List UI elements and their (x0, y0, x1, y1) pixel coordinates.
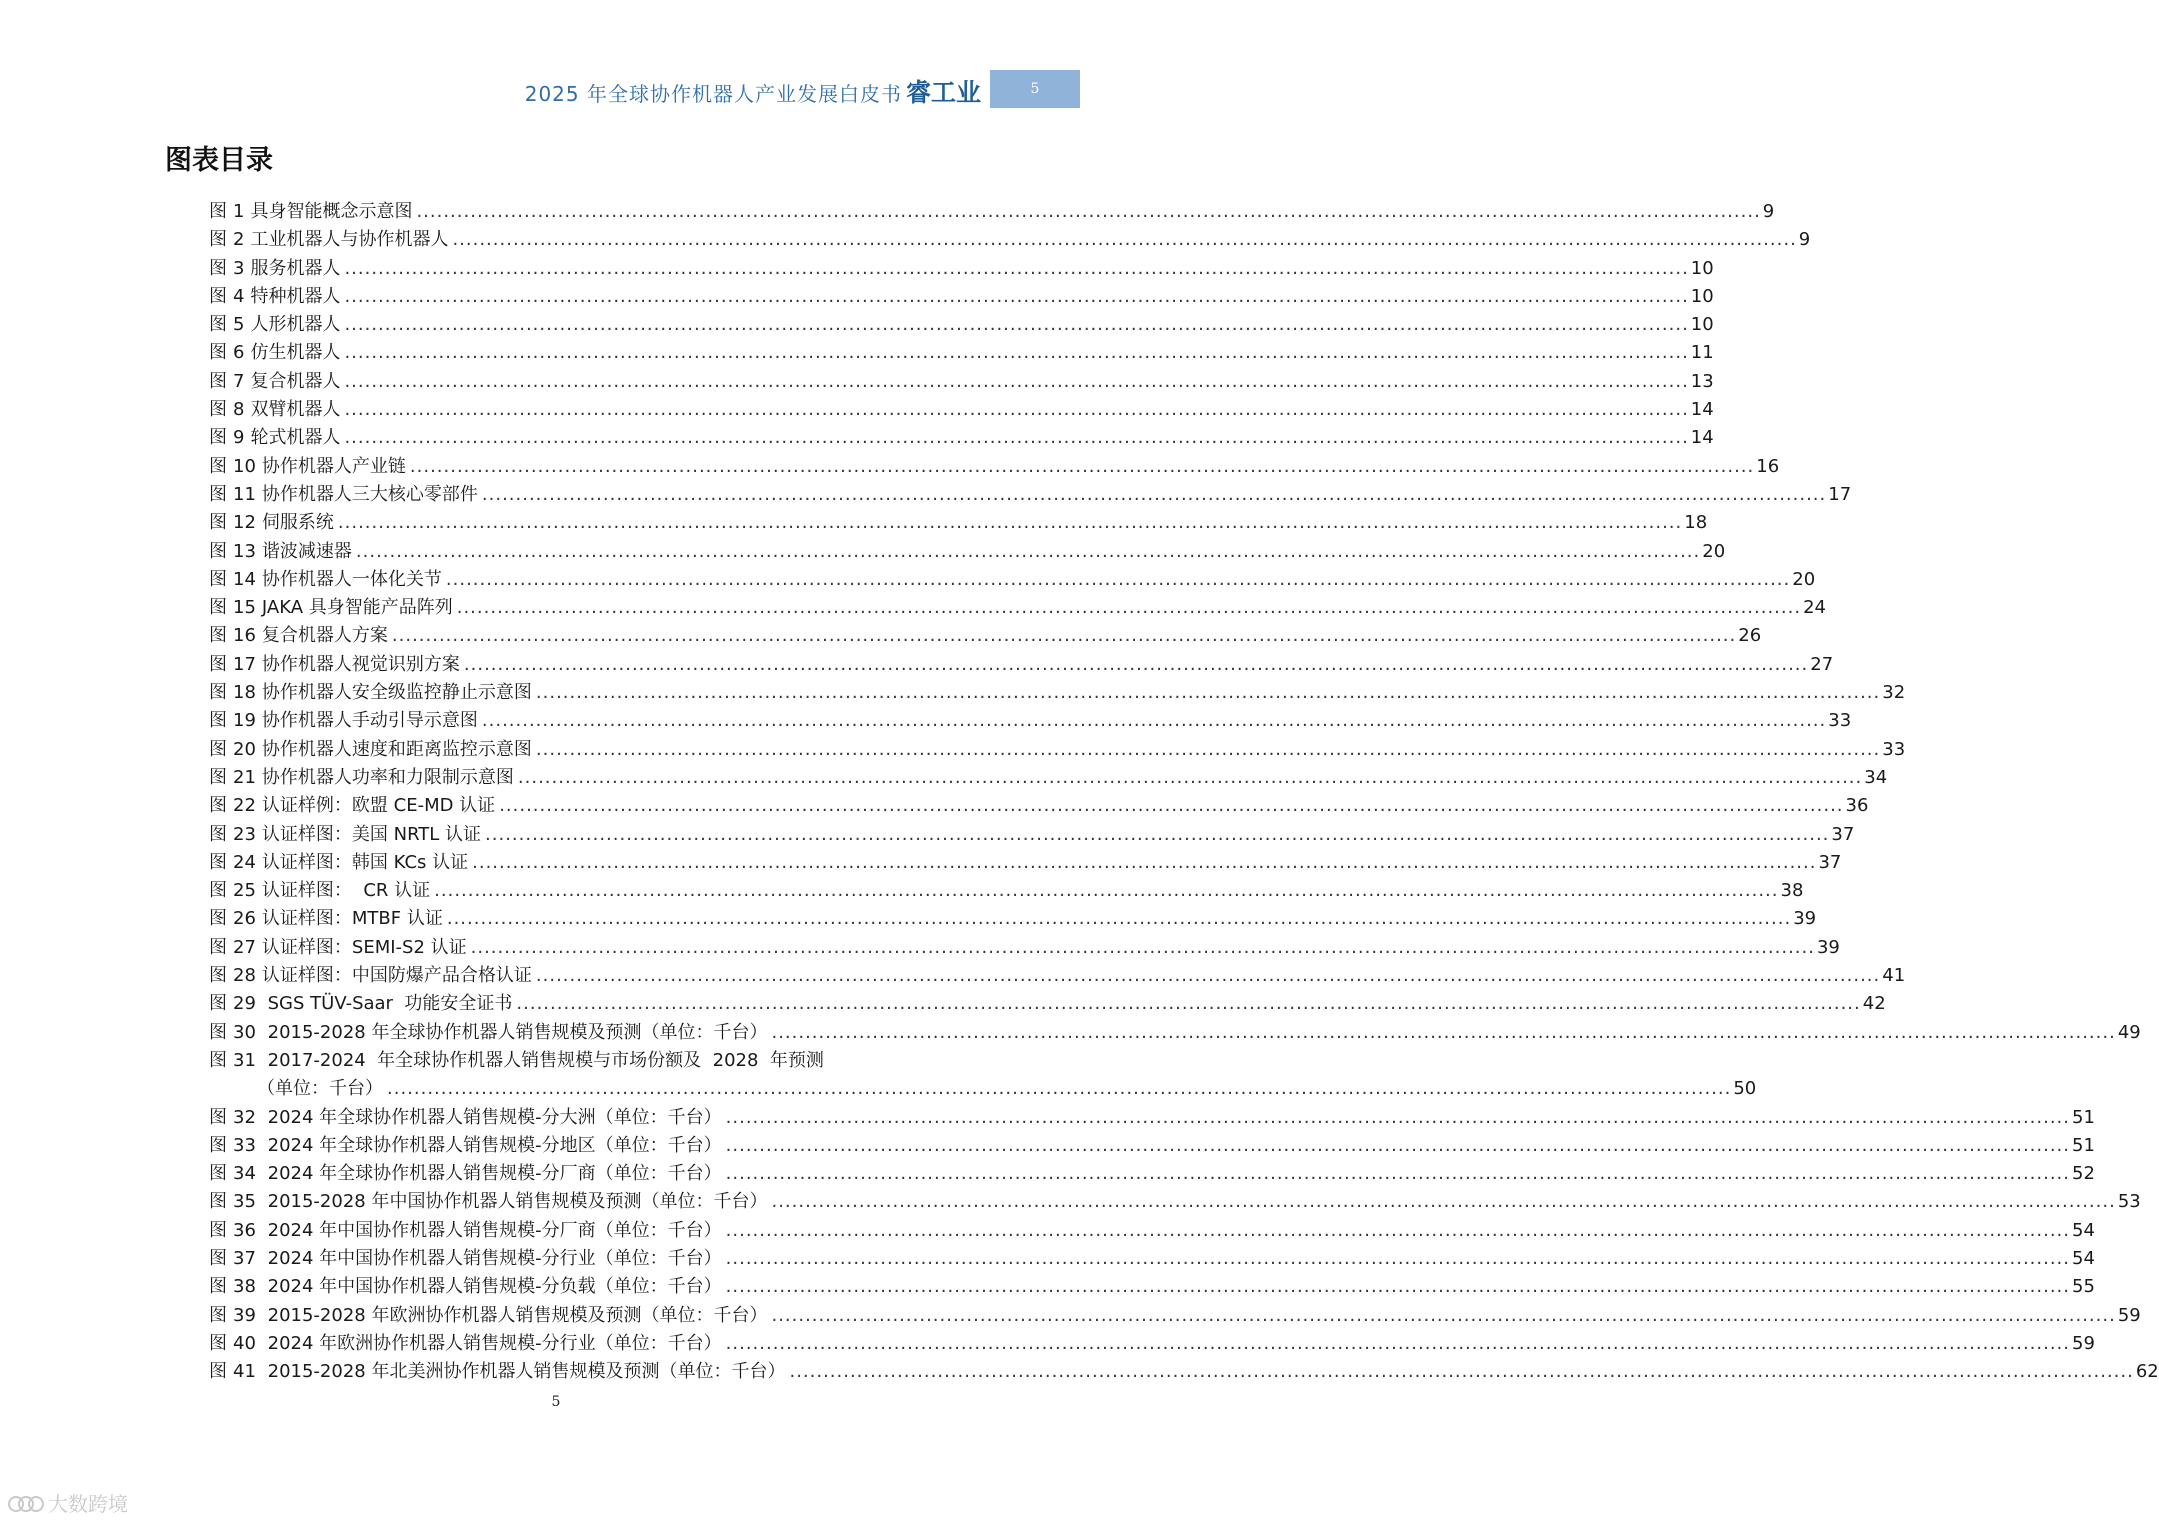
toc-leader-dots: ........................................................................................................................................................................................................ (499, 795, 1844, 817)
toc-entry[interactable] (209, 368, 1714, 396)
toc-entry-page: 53 (2117, 1191, 2141, 1213)
toc-entry-label (209, 1245, 722, 1273)
toc-entry-prefix: 图 (209, 427, 227, 449)
toc-entry-page: 24 (1803, 597, 1826, 619)
document-title: 2025 年全球协作机器人产业发展白皮书 (524, 82, 902, 106)
toc-entry-text: 协作机器人手动引导示意图 (261, 710, 478, 732)
toc-entry-page: 52 (2072, 1163, 2095, 1185)
toc-entry-text: 伺服系统 (261, 512, 334, 534)
toc-entry-prefix: 图 (209, 1361, 227, 1383)
toc-entry[interactable] (209, 453, 1780, 481)
toc-leader-dots: ........................................................................................................................................................................................................ (789, 1361, 2134, 1383)
toc-entry-text: 认证样图：MTBF 认证 (261, 908, 443, 930)
toc-entry-number: 3 (233, 257, 245, 279)
toc-entry-prefix: 图 (209, 851, 227, 873)
toc-leader-dots: ........................................................................................................................................................................................................ (725, 1276, 2070, 1298)
toc-entry[interactable] (209, 566, 1816, 594)
toc-leader-dots: ........................................................................................................................................................................................................ (771, 1021, 2116, 1043)
toc-entry-text: 2024 年中国协作机器人销售规模-分行业（单位：千台） (261, 1247, 722, 1269)
toc-leader-dots: ........................................................................................................................................................................................................ (344, 370, 1689, 392)
toc-leader-dots: ........................................................................................................................................................................................................ (337, 512, 1683, 534)
toc-entry-number: 7 (233, 370, 245, 392)
toc-entry-page: 34 (1864, 766, 1888, 788)
toc-entry-prefix: 图 (209, 823, 227, 845)
toc-entry-page: 39 (1793, 908, 1817, 930)
toc-entry-page: 55 (2072, 1276, 2095, 1298)
toc-entry-number: 9 (233, 427, 245, 449)
toc-entry-prefix: 图 (209, 682, 227, 704)
toc-entry[interactable] (209, 962, 1906, 990)
toc-leader-dots: ........................................................................................................................................................................................................ (456, 597, 1802, 619)
toc-entry-label (209, 1047, 824, 1075)
toc-entry-label (209, 651, 460, 679)
toc-entry-page: 14 (1690, 427, 1714, 449)
toc-entry-label (209, 905, 443, 933)
toc-leader-dots: ........................................................................................................................................................................................................ (535, 682, 1881, 704)
toc-entry[interactable] (209, 1330, 2095, 1358)
toc-entry-text: 2015-2028 年北美洲协作机器人销售规模及预测（单位：千台） (261, 1361, 786, 1383)
toc-entry-page: 9 (1762, 201, 1775, 222)
toc-entry-number: 27 (233, 936, 256, 958)
toc-entry-page: 42 (1862, 993, 1886, 1015)
toc-entry-prefix: 图 (209, 1021, 227, 1043)
toc-entry-number: 12 (233, 512, 256, 534)
toc-entry-prefix: 图 (209, 399, 227, 421)
toc-leader-dots: ........................................................................................................................................................................................................ (409, 455, 1755, 477)
toc-entry-number: 22 (233, 795, 256, 817)
toc-entry[interactable] (209, 1217, 2095, 1245)
toc-entry-page: 10 (1690, 285, 1714, 307)
toc-entry[interactable] (209, 934, 1840, 962)
toc-entry[interactable] (209, 990, 1886, 1018)
toc-entry-number: 29 (233, 993, 256, 1015)
toc-entry-prefix: 图 (209, 342, 227, 364)
toc-entry-text: JAKA 具身智能产品阵列 (261, 597, 453, 619)
toc-entry-prefix: 图 (209, 766, 227, 788)
toc-leader-dots: ........................................................................................................................................................................................................ (355, 540, 1701, 562)
toc-entry-prefix: 图 (209, 1247, 227, 1269)
toc-entry-number: 19 (233, 710, 256, 732)
toc-entry[interactable] (209, 1358, 2159, 1386)
toc-entry-text: 2024 年全球协作机器人销售规模-分地区（单位：千台） (261, 1134, 722, 1156)
toc-entry-label (209, 396, 340, 424)
toc-entry-prefix: 图 (209, 597, 227, 619)
toc-entry-label (209, 1188, 767, 1216)
toc-entry-label (209, 962, 532, 990)
toc-entry-prefix: 图 (209, 738, 227, 760)
toc-entry-text: 认证样例：欧盟 CE-MD 认证 (261, 795, 496, 817)
toc-entry-text: 谐波减速器 (261, 540, 352, 562)
toc-entry-page: 50 (1733, 1078, 1757, 1100)
toc-entry-label (209, 736, 532, 764)
toc-entry-page: 9 (1798, 229, 1811, 251)
toc-entry-prefix: 图 (209, 314, 227, 336)
toc-entry-label (209, 849, 468, 877)
toc-entry-label (209, 1160, 722, 1188)
toc-entry-text: 认证样图：SEMI-S2 认证 (261, 936, 467, 958)
toc-entry-number: 25 (233, 880, 256, 902)
toc-entry-prefix: 图 (209, 1106, 227, 1128)
toc-entry-label (209, 481, 478, 509)
toc-entry-number: 5 (233, 314, 245, 336)
toc-entry-text: 2015-2028 年欧洲协作机器人销售规模及预测（单位：千台） (261, 1304, 768, 1326)
toc-entry-number: 11 (233, 483, 256, 505)
toc-entry-label (209, 679, 532, 707)
toc-entry-page: 39 (1816, 936, 1840, 958)
toc-entry-prefix: 图 (209, 1304, 227, 1326)
toc-entry[interactable] (209, 736, 1906, 764)
toc-entry[interactable] (209, 481, 1852, 509)
toc-entry-label (209, 622, 388, 650)
toc-entry[interactable] (209, 792, 1869, 820)
toc-entry[interactable] (209, 226, 1811, 254)
toc-entry-prefix: 图 (209, 370, 227, 392)
toc-entry-number: 28 (233, 965, 256, 987)
toc-entry-label (209, 1358, 785, 1386)
toc-entry[interactable] (209, 849, 1842, 877)
toc-entry-number: 20 (233, 738, 256, 760)
toc-entry[interactable] (209, 1132, 2095, 1160)
toc-entry-label (209, 424, 340, 452)
toc-entry-number: 1 (233, 201, 245, 222)
toc-entry-number: 26 (233, 908, 256, 930)
toc-entry-number: 21 (233, 766, 256, 788)
toc-entry[interactable] (209, 877, 1804, 905)
toc-leader-dots: ........................................................................................................................................................................................................ (725, 1106, 2070, 1128)
toc-entry-prefix: 图 (209, 455, 227, 477)
toc-leader-dots: ........................................................................................................................................................................................................ (485, 823, 1830, 845)
toc-entry-page: 62 (2135, 1361, 2159, 1383)
toc-entry[interactable] (209, 764, 1888, 792)
toc-entry[interactable] (209, 1188, 2141, 1216)
toc-entry-page: 51 (2072, 1106, 2095, 1128)
toc-entry-number: 16 (233, 625, 256, 647)
toc-entry-label (209, 707, 478, 735)
toc-entry-text: 2024 年全球协作机器人销售规模-分大洲（单位：千台） (261, 1106, 722, 1128)
toc-entry-prefix: 图 (209, 1191, 227, 1213)
toc-entry[interactable] (209, 1302, 2141, 1330)
toc-entry-prefix: 图 (209, 201, 227, 222)
toc-entry-label (209, 1273, 722, 1301)
toc-entry[interactable] (209, 905, 1817, 933)
toc-entry-page: 32 (1882, 682, 1906, 704)
toc-leader-dots: ........................................................................................................................................................................................................ (344, 342, 1689, 364)
toc-entry-page: 49 (2117, 1021, 2141, 1043)
toc-leader-dots: ........................................................................................................................................................................................................ (446, 908, 1792, 930)
toc-entry-label (209, 566, 442, 594)
toc-leader-dots: ........................................................................................................................................................................................................ (470, 936, 1815, 958)
toc-entry-prefix: 图 (209, 795, 227, 817)
toc-entry-page: 54 (2072, 1219, 2095, 1241)
toc-entry-prefix: 图 (209, 483, 227, 505)
toc-entry-page: 41 (1882, 965, 1906, 987)
toc-entry-prefix: 图 (209, 285, 227, 307)
toc-entry-prefix: 图 (209, 1276, 227, 1298)
toc-leader-dots: ........................................................................................................................................................................................................ (535, 738, 1881, 760)
toc-entry-text: 认证样图：美国 NRTL 认证 (261, 823, 482, 845)
toc-entry-number: 17 (233, 653, 256, 675)
toc-entry-prefix: 图 (209, 568, 227, 590)
toc-entry-prefix: 图 (209, 512, 227, 534)
toc-entry-page: 59 (2072, 1332, 2095, 1354)
toc-entry-number: 8 (233, 399, 245, 421)
toc-entry-prefix: 图 (209, 540, 227, 562)
header-page-number: 5 (990, 70, 1080, 108)
toc-entry-text: 2024 年中国协作机器人销售规模-分厂商（单位：千台） (261, 1219, 722, 1241)
toc-entry-page: 36 (1845, 795, 1869, 817)
toc-entry[interactable] (209, 311, 1714, 339)
toc-entry-label (209, 1132, 722, 1160)
toc-leader-dots: ........................................................................................................................................................................................................ (481, 710, 1827, 732)
toc-entry[interactable] (209, 707, 1852, 735)
toc-entry-label (209, 311, 340, 339)
toc-leader-dots: ........................................................................................................................................................................................................ (434, 880, 1779, 902)
toc-entry-label (209, 368, 340, 396)
toc-leader-dots: ........................................................................................................................................................................................................ (771, 1191, 2116, 1213)
toc-entry-number: 6 (233, 342, 245, 364)
toc-entry-page: 16 (1756, 455, 1780, 477)
toc-entry-prefix: 图 (209, 993, 227, 1015)
toc-entry[interactable] (209, 509, 1708, 537)
toc-leader-dots: ........................................................................................................................................................................................................ (344, 314, 1689, 336)
toc-entry-label (209, 255, 340, 283)
toc-entry[interactable] (209, 538, 1726, 566)
toc-entry[interactable] (209, 1104, 2095, 1132)
toc-entry-number: 15 (233, 597, 256, 619)
toc-entry-page: 59 (2117, 1304, 2141, 1326)
toc-entry-page: 38 (1780, 880, 1804, 902)
toc-entry-prefix: 图 (209, 1219, 227, 1241)
toc-entry-page: 26 (1738, 625, 1762, 647)
toc-entry[interactable] (209, 198, 1775, 226)
toc-entry-text: 协作机器人产业链 (261, 455, 406, 477)
toc-entry-number: 37 (233, 1247, 256, 1269)
toc-entry-number: 32 (233, 1106, 256, 1128)
toc-entry-text: 仿生机器人 (250, 342, 341, 364)
toc-leader-dots: ........................................................................................................................................................................................................ (344, 399, 1689, 421)
toc-entry[interactable] (209, 1273, 2095, 1301)
toc-entry-text: 协作机器人视觉识别方案 (261, 653, 460, 675)
toc-entry-text: 认证样图：韩国 KCs 认证 (261, 851, 469, 873)
toc-entry-page: 51 (2072, 1134, 2095, 1156)
toc-entry-number: 38 (233, 1276, 256, 1298)
toc-entry-label (209, 934, 467, 962)
toc-entry-number: 40 (233, 1332, 256, 1354)
toc-leader-dots: ........................................................................................................................................................................................................ (517, 766, 1863, 788)
toc-entry-number: 36 (233, 1219, 256, 1241)
toc-entry-text: 认证样图： CR 认证 (261, 880, 431, 902)
toc-leader-dots: ........................................................................................................................................................................................................ (516, 993, 1861, 1015)
toc-entry-number: 31 (233, 1049, 256, 1071)
toc-entry-label (209, 1217, 722, 1245)
toc-entry-page: 54 (2072, 1247, 2095, 1269)
toc-entry-number: 39 (233, 1304, 256, 1326)
toc-entry-text: 轮式机器人 (250, 427, 341, 449)
toc-entry-prefix: 图 (209, 1049, 227, 1071)
toc-entry-prefix: 图 (209, 1163, 227, 1185)
toc-entry-label (209, 283, 340, 311)
toc-entry[interactable] (209, 396, 1714, 424)
toc-entry-text: 复合机器人方案 (261, 625, 388, 647)
toc-entry-label (209, 538, 352, 566)
toc-leader-dots: ........................................................................................................................................................................................................ (535, 965, 1881, 987)
toc-entry-label (209, 1330, 722, 1358)
toc-entry-prefix: 图 (209, 1332, 227, 1354)
toc-entry[interactable] (209, 283, 1714, 311)
toc-entry-text: 2024 年全球协作机器人销售规模-分厂商（单位：千台） (261, 1163, 722, 1185)
toc-leader-dots: ........................................................................................................................................................................................................ (463, 653, 1809, 675)
toc-leader-dots: ........................................................................................................................................................................................................ (472, 851, 1817, 873)
toc-entry-text: 工业机器人与协作机器人 (250, 229, 449, 251)
toc-entry[interactable] (209, 424, 1714, 452)
toc-entry-text: 人形机器人 (250, 314, 341, 336)
toc-entry[interactable] (209, 679, 1906, 707)
toc-entry-label (209, 1104, 722, 1132)
toc-entry-text: 2024 年欧洲协作机器人销售规模-分行业（单位：千台） (261, 1332, 722, 1354)
toc-entry-number: 33 (233, 1134, 256, 1156)
toc-entry-label (209, 453, 406, 481)
toc-entry-text: 协作机器人速度和距离监控示意图 (261, 738, 532, 760)
toc-entry-text: 2015-2028 年全球协作机器人销售规模及预测（单位：千台） (261, 1021, 768, 1043)
toc-entry-number: 35 (233, 1191, 256, 1213)
toc-leader-dots: ........................................................................................................................................................................................................ (391, 625, 1737, 647)
toc-entry-page: 20 (1792, 568, 1816, 590)
toc-entry-number: 23 (233, 823, 256, 845)
toc-entry-page: 10 (1690, 257, 1714, 279)
footer-page-number: 5 (551, 1394, 561, 1410)
toc-leader-dots: ........................................................................................................................................................................................................ (445, 568, 1791, 590)
toc-entry-text: 协作机器人安全级监控静止示意图 (261, 682, 532, 704)
toc-entry-prefix: 图 (209, 936, 227, 958)
toc-entry-page: 33 (1882, 738, 1906, 760)
toc-entry-text: 2017-2024 年全球协作机器人销售规模与市场份额及 2028 年预测 (261, 1049, 824, 1071)
toc-entry-number: 4 (233, 285, 245, 307)
toc-entry-prefix: 图 (209, 710, 227, 732)
toc-leader-dots: ........................................................................................................................................................................................................ (725, 1134, 2070, 1156)
toc-entry-label (209, 339, 340, 367)
toc-leader-dots: ........................................................................................................................................................................................................ (725, 1163, 2070, 1185)
toc-leader-dots: ........................................................................................................................................................................................................ (387, 1078, 1732, 1100)
toc-leader-dots: ........................................................................................................................................................................................................ (725, 1332, 2070, 1354)
toc-entry-text: 具身智能概念示意图 (250, 201, 413, 222)
toc-entry-page: 13 (1690, 370, 1714, 392)
toc-entry-text: 认证样图：中国防爆产品合格认证 (261, 965, 532, 987)
toc-entry-text: 协作机器人功率和力限制示意图 (261, 766, 514, 788)
toc-entry-prefix: 图 (209, 908, 227, 930)
toc-entry-page: 37 (1831, 823, 1855, 845)
toc-entry-label (209, 198, 412, 226)
toc-entry-text: 2024 年中国协作机器人销售规模-分负载（单位：千台） (261, 1276, 722, 1298)
toc-entry-prefix: 图 (209, 1134, 227, 1156)
toc-leader-dots: ........................................................................................................................................................................................................ (725, 1247, 2070, 1269)
toc-entry-page: 10 (1690, 314, 1714, 336)
page-title: 图表目录 (165, 145, 273, 176)
toc-entry-label (209, 764, 514, 792)
toc-entry[interactable] (209, 1047, 1757, 1104)
toc-entry-text: 2015-2028 年中国协作机器人销售规模及预测（单位：千台） (261, 1191, 768, 1213)
toc-entry-label (209, 226, 448, 254)
toc-entry[interactable] (209, 594, 1826, 622)
toc-leader-dots: ........................................................................................................................................................................................................ (725, 1219, 2070, 1241)
toc-entry-prefix: 图 (209, 880, 227, 902)
toc-entry-number: 13 (233, 540, 256, 562)
toc-entry-text: 复合机器人 (250, 370, 341, 392)
toc-leader-dots: ........................................................................................................................................................................................................ (344, 427, 1689, 449)
toc-entry-label (209, 1302, 767, 1330)
toc-entry[interactable] (209, 1160, 2095, 1188)
toc-entry-text: 服务机器人 (250, 257, 341, 279)
toc-entry-text: 协作机器人三大核心零部件 (261, 483, 478, 505)
toc-entry-number: 10 (233, 455, 256, 477)
toc-entry-number: 34 (233, 1163, 256, 1185)
toc-entry-text: 双臂机器人 (250, 399, 341, 421)
toc-entry-page: 37 (1818, 851, 1842, 873)
page-header (0, 70, 1080, 110)
toc-entry[interactable] (209, 622, 1762, 650)
figure-table-of-contents (209, 198, 2159, 1386)
toc-entry-label (209, 990, 512, 1018)
toc-entry-page: 18 (1684, 512, 1708, 534)
watermark (8, 1488, 128, 1517)
toc-entry-text-continued: （单位：千台） (257, 1078, 383, 1100)
toc-entry-page: 27 (1810, 653, 1834, 675)
toc-entry[interactable] (209, 1245, 2095, 1273)
watermark-logo-icon (8, 1492, 44, 1514)
toc-entry-label (209, 1019, 767, 1047)
toc-entry-label (209, 509, 334, 537)
toc-entry-number: 41 (233, 1361, 256, 1383)
toc-entry-page: 17 (1828, 483, 1852, 505)
toc-entry-number: 18 (233, 682, 256, 704)
toc-entry-label (209, 877, 430, 905)
toc-entry-page: 33 (1828, 710, 1852, 732)
toc-entry-label (209, 821, 481, 849)
toc-leader-dots: ........................................................................................................................................................................................................ (771, 1304, 2116, 1326)
toc-entry-page: 14 (1690, 399, 1714, 421)
toc-entry[interactable] (209, 1019, 2141, 1047)
toc-entry-label (209, 792, 495, 820)
toc-entry-number: 30 (233, 1021, 256, 1043)
toc-entry-prefix: 图 (209, 257, 227, 279)
toc-leader-dots: ........................................................................................................................................................................................................ (344, 285, 1689, 307)
toc-entry-prefix: 图 (209, 625, 227, 647)
brand-logo: 睿工业 (906, 78, 982, 107)
toc-entry[interactable] (209, 339, 1714, 367)
toc-entry-prefix: 图 (209, 965, 227, 987)
toc-entry-page: 20 (1702, 540, 1726, 562)
toc-leader-dots: ........................................................................................................................................................................................................ (481, 483, 1827, 505)
toc-entry-number: 2 (233, 229, 245, 251)
toc-leader-dots: ........................................................................................................................................................................................................ (416, 201, 1761, 222)
toc-entry-prefix: 图 (209, 229, 227, 251)
toc-entry[interactable] (209, 821, 1855, 849)
toc-entry-number: 14 (233, 568, 256, 590)
toc-entry[interactable] (209, 255, 1714, 283)
toc-entry[interactable] (209, 651, 1834, 679)
watermark-text: 大数跨境 (48, 1492, 128, 1516)
toc-entry-prefix: 图 (209, 653, 227, 675)
toc-entry-text: 特种机器人 (250, 285, 341, 307)
toc-entry-label (209, 594, 453, 622)
toc-entry-text: 协作机器人一体化关节 (261, 568, 442, 590)
toc-entry-page: 11 (1690, 342, 1714, 364)
toc-leader-dots: ........................................................................................................................................................................................................ (452, 229, 1797, 251)
toc-entry-number: 24 (233, 851, 256, 873)
toc-leader-dots: ........................................................................................................................................................................................................ (344, 257, 1689, 279)
toc-entry-text: SGS TÜV-Saar 功能安全证书 (261, 993, 513, 1015)
